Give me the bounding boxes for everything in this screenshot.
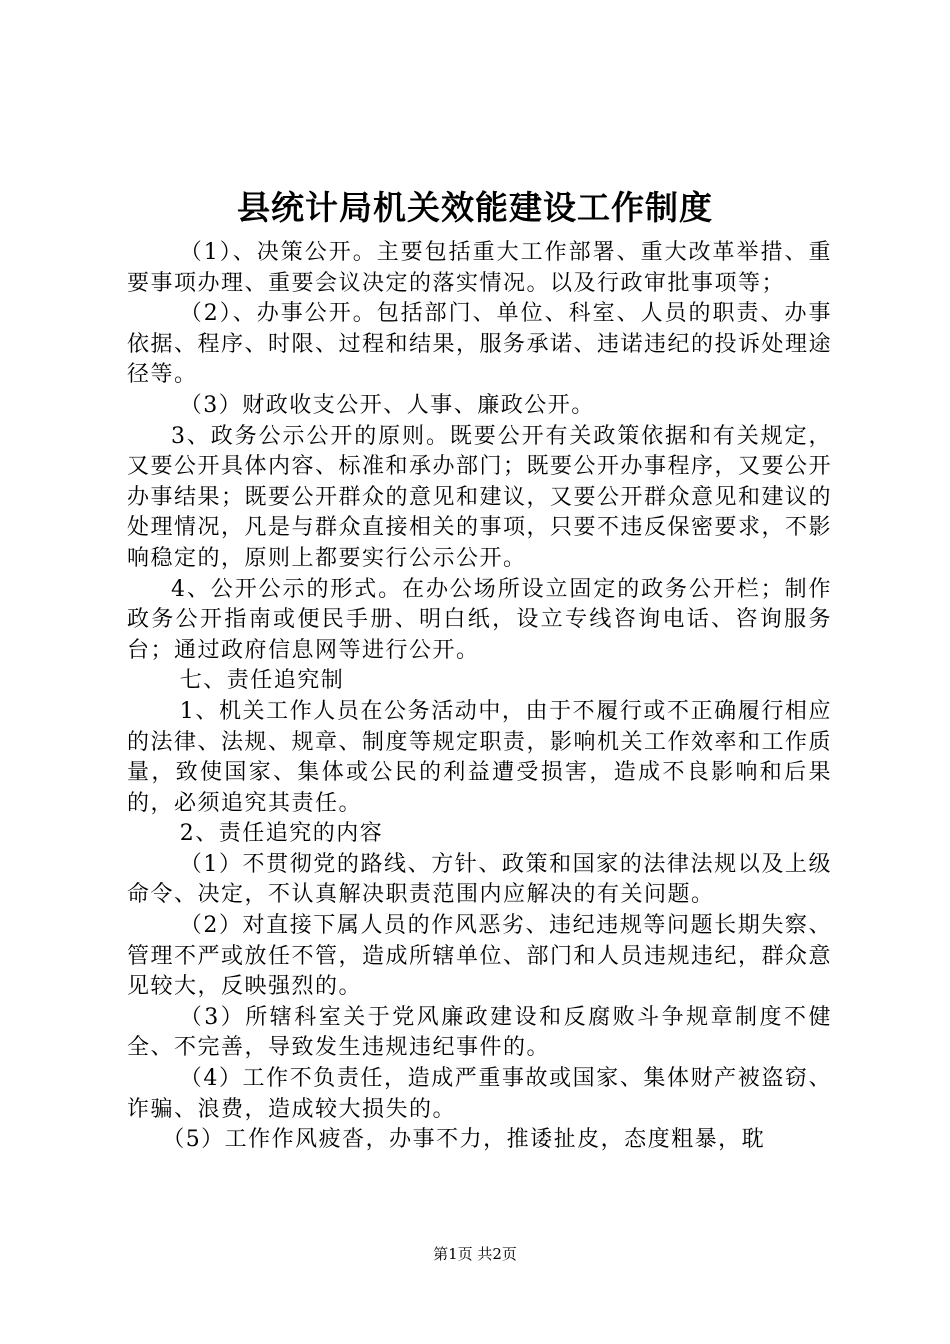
paragraph-decision-disclosure: （1）、决策公开。主要包括重大工作部署、重大改革举措、重要事项办理、重要会议决定的落实情况。以及行政审批事项等； [127,240,832,296]
paragraph-item-4: （4）工作不负责任，造成严重事故或国家、集体财产被盗窃、诈骗、浪费，造成较大损失的。 [127,1066,832,1122]
paragraph-affairs-disclosure: （2）、办事公开。包括部门、单位、科室、人员的职责、办事依据、程序、时限、过程和结果，服务承诺、违诺违纪的投诉处理途径等。 [127,301,833,388]
paragraph-item-3: （3）所辖科室关于党风廉政建设和反腐败斗争规章制度不健全、不完善，导致发生违规违纪事件的。 [127,1004,832,1061]
paragraph-item-5: （5）工作作风疲沓，办事不力，推诿扯皮，态度粗暴，耽 [162,1127,766,1153]
page-footer: 第1页 共2页 [433,1245,517,1263]
paragraph-accountability-rule: 1、机关工作人员在公务活动中，由于不履行或不正确履行相应的法律、法规、规章、制度等规定职责，影响机关工作效率和工作质量，致使国家、集体或公民的利益遭受损害，造成不良影响和后果的，必须追究其责任。 [127,698,833,816]
paragraph-disclosure-principles: 3、政务公示公开的原则。既要公开有关政策依据和有关规定，又要公开具体内容、标准和承办部门；既要公开办事程序，又要公开办事结果；既要公开群众的意见和建议，又要公开群众意见和建议的处理情况，凡是与群众直接相关的事项，只要不违反保密要求，不影响稳定的，原则上都要实行公示公开。 [127,423,833,571]
paragraph-item-1: （1）不贯彻党的路线、方针、政策和国家的法律法规以及上级命令、决定，不认真解决职责范围内应解决的有关问题。 [127,851,832,908]
section-heading-accountability: 七、责任追究制 [179,668,345,694]
paragraph-accountability-content: 2、责任追究的内容 [179,821,384,847]
paragraph-finance-disclosure: （3）财政收支公开、人事、廉政公开。 [179,392,595,418]
document-title: 县统计局机关效能建设工作制度 [237,188,713,227]
paragraph-disclosure-forms: 4、公开公示的形式。在办公场所设立固定的政务公开栏；制作政务公开指南或便民手册、明白纸，设立专线咨询电话、咨询服务台；通过政府信息网等进行公开。 [127,576,832,663]
document-body [127,238,832,1156]
paragraph-item-2: （2）对直接下属人员的作风恶劣、违纪违规等问题长期失察、管理不严或放任不管，造成所辖单位、部门和人员违规违纪，群众意见较大，反映强烈的。 [127,913,833,1000]
